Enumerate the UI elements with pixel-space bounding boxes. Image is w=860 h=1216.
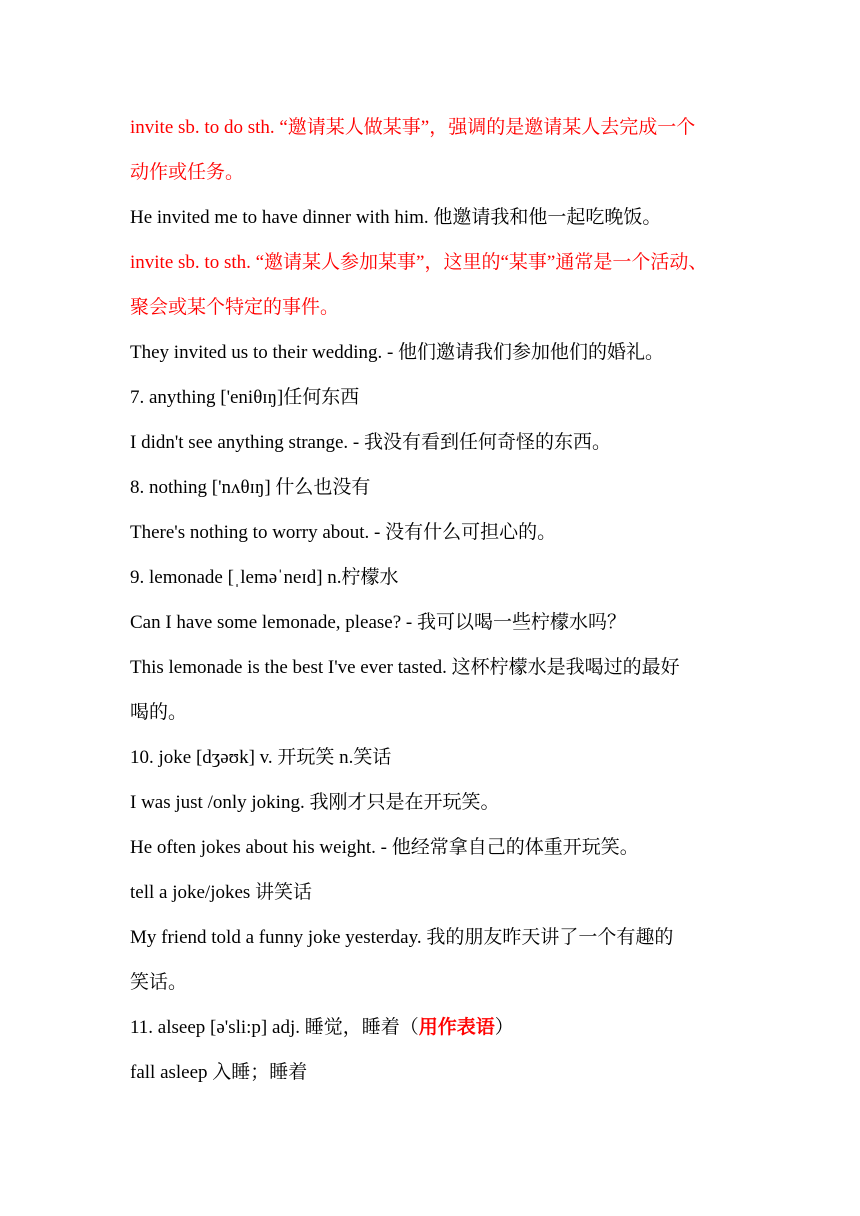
vocab-heading: 8. nothing ['nʌθɪŋ] 什么也没有 (130, 477, 371, 498)
vocab-heading: 7. anything ['eniθɪŋ]任何东西 (130, 387, 360, 408)
asleep-prefix: 11. alseep [ə'sli:p] adj. 睡觉，睡着（ (130, 1017, 419, 1038)
text-line: There's nothing to worry about. - 没有什么可担心的。 (130, 522, 557, 543)
text-line: tell a joke/jokes 讲笑话 (130, 882, 313, 903)
text-line: They invited us to their wedding. - 他们邀请我们参加他们的婚礼。 (130, 342, 665, 363)
vocab-heading: 9. lemonade [ˌleməˈneɪd] n.柠檬水 (130, 567, 399, 588)
text-line: Can I have some lemonade, please? - 我可以喝一些柠檬水吗？ (130, 612, 626, 633)
text-line: I was just /only joking. 我刚才只是在开玩笑。 (130, 792, 500, 813)
text-line: He often jokes about his weight. - 他经常拿自己的体重开玩笑。 (130, 837, 639, 858)
asleep-emphasis: 用作表语 (418, 1017, 495, 1038)
text-line: This lemonade is the best I've ever tasted. 这杯柠檬水是我喝过的最好 (130, 657, 680, 678)
text-line: I didn't see anything strange. - 我没有看到任何奇怪的东西。 (130, 432, 612, 453)
text-line: invite sb. to do sth. “邀请某人做某事”，强调的是邀请某人去完成一个 (130, 117, 696, 138)
text-line: 聚会或某个特定的事件。 (130, 297, 340, 318)
text-line: 动作或任务。 (130, 162, 245, 183)
text-line: He invited me to have dinner with him. 他邀请我和他一起吃晚饭。 (130, 207, 662, 228)
vocab-heading (130, 1016, 514, 1040)
text-line: 喝的。 (130, 702, 188, 723)
text-line: invite sb. to sth. “邀请某人参加某事”，这里的“某事”通常是一个活动、 (130, 252, 708, 273)
text-line: My friend told a funny joke yesterday. 我的朋友昨天讲了一个有趣的 (130, 927, 674, 948)
text-line: 笑话。 (130, 972, 188, 993)
text-line: fall asleep 入睡；睡着 (130, 1062, 308, 1083)
vocab-heading: 10. joke [dʒəʊk] v. 开玩笑 n.笑话 (130, 747, 392, 768)
asleep-suffix: ） (494, 1017, 514, 1038)
